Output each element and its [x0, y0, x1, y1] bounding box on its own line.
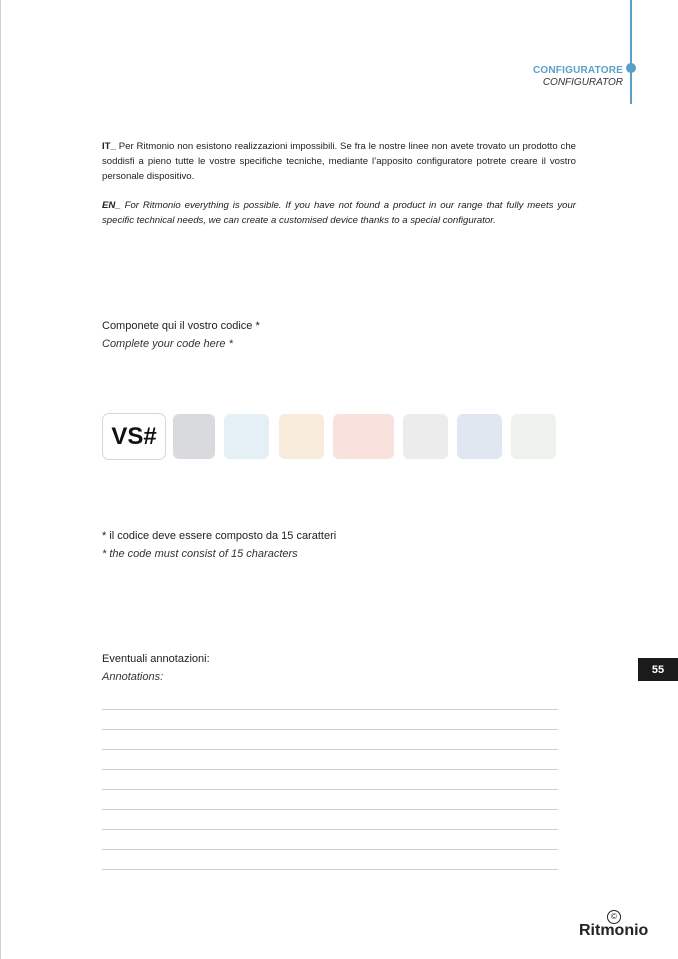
code-slot-2[interactable]	[224, 414, 269, 459]
annotation-line[interactable]	[102, 849, 558, 850]
annotation-line[interactable]	[102, 749, 558, 750]
annotations-label-en: Annotations:	[102, 671, 164, 683]
page-edge-rule	[0, 0, 1, 959]
code-slot-5[interactable]	[403, 414, 448, 459]
section-title-it: CONFIGURATORE	[532, 65, 623, 76]
intro-text-en: For Ritmonio everything is possible. If you have not found a product in our range that fully meets your specific technical needs, we can create a customised device thanks to a special configurator.	[102, 200, 576, 226]
intro-prefix-en: EN_	[102, 200, 121, 211]
header-accent-rule	[630, 0, 632, 104]
page-number: 55	[638, 658, 678, 681]
code-slot-7[interactable]	[511, 414, 556, 459]
annotation-lines[interactable]	[102, 709, 558, 889]
annotation-line[interactable]	[102, 709, 558, 710]
brand-mark-icon: ©	[607, 910, 621, 924]
annotation-line[interactable]	[102, 829, 558, 830]
code-note-it: * il codice deve essere composto da 15 caratteri	[102, 530, 337, 542]
intro-paragraph-en	[102, 198, 576, 228]
annotation-line[interactable]	[102, 809, 558, 810]
annotation-line[interactable]	[102, 869, 558, 870]
intro-text-it: Per Ritmonio non esistono realizzazioni impossibili. Se fra le nostre linee non avete trovato un prodotto che soddisfi a pieno tutte le vostre specifiche tecniche, mediante l’apposito configuratore potrete creare il vostro personale dispositivo.	[102, 141, 577, 182]
code-label-it: Componete qui il vostro codice *	[102, 320, 260, 332]
annotation-line[interactable]	[102, 769, 558, 770]
section-title-en: CONFIGURATOR	[542, 77, 623, 88]
code-note-en: * the code must consist of 15 characters	[102, 548, 298, 560]
code-slot-6[interactable]	[457, 414, 502, 459]
code-slot-1[interactable]	[173, 414, 215, 459]
code-slot-4[interactable]	[333, 414, 394, 459]
annotation-line[interactable]	[102, 729, 558, 730]
code-prefix-box: VS#	[102, 413, 166, 460]
brand-name: Ritmonio	[579, 922, 649, 939]
code-slot-3[interactable]	[279, 414, 324, 459]
header-accent-dot	[626, 63, 636, 73]
annotation-line[interactable]	[102, 789, 558, 790]
annotations-label-it: Eventuali annotazioni:	[102, 653, 210, 665]
code-label-en: Complete your code here *	[102, 338, 233, 350]
intro-paragraph-it	[102, 139, 576, 184]
intro-prefix-it: IT_	[102, 141, 116, 152]
